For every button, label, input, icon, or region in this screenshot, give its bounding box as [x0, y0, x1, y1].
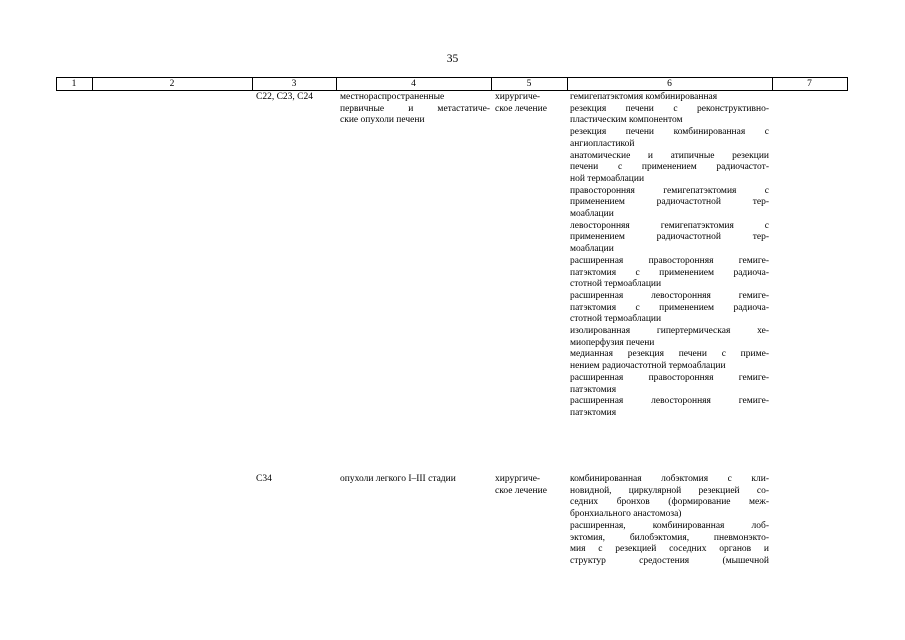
procedure [570, 256, 769, 291]
row2-codes: С34 [256, 474, 272, 484]
procedure-line: резекция печени комбинированная с [570, 127, 769, 138]
procedure-line: патэктомия с применением радиоча- [570, 267, 769, 278]
procedure-line: расширенная правосторонняя гемиге- [570, 372, 769, 383]
procedure-line: патэктомия с применением радиоча- [570, 302, 769, 313]
procedure-line: моаблации [570, 244, 614, 255]
procedure-line: расширенная левосторонняя гемиге- [570, 396, 769, 407]
procedure [570, 521, 769, 568]
header-col-6: 6 [667, 79, 672, 89]
procedure-line: эктомия, билобэктомия, пневмонэкто- [570, 532, 769, 543]
procedure-line: новидной, циркулярной резекцией со- [570, 485, 769, 496]
procedure-line: стотной термоаблации [570, 279, 662, 290]
header-col-7: 7 [807, 79, 812, 89]
procedure-line: правосторонняя гемигепатэктомия с [570, 185, 769, 196]
procedure [570, 151, 769, 186]
procedure [570, 349, 769, 372]
procedure-line: изолированная гипертермическая хе- [570, 326, 769, 337]
procedure [570, 291, 769, 326]
procedure-line: ной термоаблации [570, 173, 645, 184]
procedure-line: патэктомия [570, 407, 617, 418]
procedure-line: структур средостения (мышечной [570, 555, 769, 566]
procedure-line: комбинированная лобэктомия с кли- [570, 474, 769, 484]
procedure [570, 186, 769, 221]
header-col-5: 5 [526, 79, 532, 89]
procedure-line: ангиопластикой [570, 138, 635, 149]
page-number: 35 [446, 53, 459, 65]
procedure-line: левосторонняя гемигепатэктомия с [570, 220, 769, 231]
procedure-line: расширенная правосторонняя гемиге- [570, 255, 769, 266]
procedure [570, 326, 769, 349]
header-col-4: 4 [411, 79, 416, 89]
row1-model-line: первичные и метастатиче- [340, 103, 490, 114]
procedure [570, 396, 769, 419]
procedure-line: мия с резекцией соседних органов и [570, 544, 769, 555]
procedure-line: бронхиального анастомоза) [570, 509, 682, 520]
procedure-line: пластическим компонентом [570, 115, 683, 126]
procedure [570, 104, 769, 127]
procedure [570, 92, 769, 104]
row1-model [340, 92, 490, 127]
header-col-1: 1 [71, 79, 77, 89]
procedure [570, 373, 769, 396]
row2-treatment [495, 474, 567, 497]
row1-treatment [495, 92, 567, 115]
header-col-2: 2 [169, 79, 175, 89]
row1-treatment-line: хирургиче- [495, 92, 541, 102]
procedure-line: применением радиочастотной тер- [570, 232, 769, 243]
col-border-right [847, 77, 848, 90]
procedure-line: седних бронхов (формирование меж- [570, 497, 769, 508]
procedure-line: расширенная левосторонняя гемиге- [570, 290, 769, 301]
row1-codes: С22, С23, С24 [256, 92, 314, 102]
procedure-line: резекция печени с реконструктивно- [570, 103, 769, 114]
procedure [570, 127, 769, 150]
row2-model [340, 474, 490, 486]
table-header-rule [56, 90, 848, 91]
procedure-line: печени с применением радиочастот- [570, 162, 769, 173]
row1-treatment-line: ское лечение [495, 103, 547, 114]
procedure-line: миоперфузия печени [570, 337, 655, 348]
row2-procedures [570, 474, 769, 568]
row2-model-line: опухоли легкого I–III стадии [340, 474, 456, 484]
row2-treatment-line: ское лечение [495, 485, 547, 496]
procedure-line: патэктомия [570, 384, 617, 395]
procedure-line: моаблации [570, 209, 614, 220]
procedure-line: расширенная, комбинированная лоб- [570, 520, 769, 531]
row1-model-line: ские опухоли печени [340, 115, 425, 126]
procedure [570, 474, 769, 521]
row2-treatment-line: хирургиче- [495, 474, 541, 484]
procedure-line: применением радиочастотной тер- [570, 197, 769, 208]
row1-model-line: местнораспространенные [340, 92, 445, 102]
procedure-line: нением радиочастотной термоаблации [570, 361, 726, 372]
header-col-3: 3 [291, 79, 297, 89]
row1-procedures [570, 92, 769, 420]
procedure-line: стотной термоаблации [570, 314, 662, 325]
procedure-line: анатомические и атипичные резекции [570, 150, 769, 161]
procedure-line: гемигепатэктомия комбинированная [570, 92, 718, 102]
procedure [570, 221, 769, 256]
procedure-line: медианная резекция печени с приме- [570, 349, 769, 360]
